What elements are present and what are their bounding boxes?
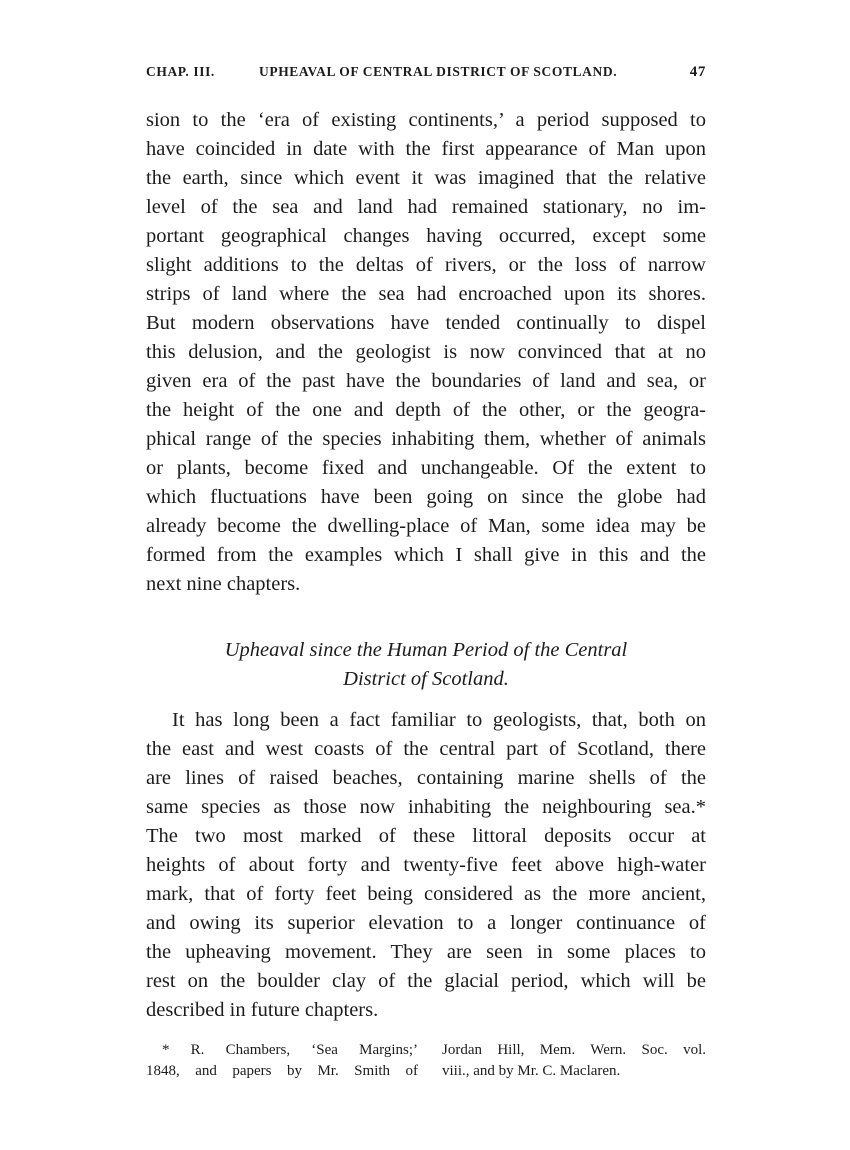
text-line: which fluctuations have been going on since the globe had — [146, 486, 706, 508]
footnote-line: Jordan Hill, Mem. Wern. Soc. vol. — [442, 1042, 706, 1058]
text-line: given era of the past have the boundaries of land and sea, or — [146, 370, 706, 392]
text-line: and owing its superior elevation to a longer continuance of — [146, 912, 706, 934]
text-line: or plants, become fixed and unchangeable. Of the extent to — [146, 457, 706, 479]
text-line: described in future chapters. — [146, 999, 379, 1021]
text-line: the east and west coasts of the central part of Scotland, there — [146, 738, 706, 760]
footnote-line: viii., and by Mr. C. Maclaren. — [442, 1063, 621, 1079]
text-line: have coincided in date with the first appearance of Man upon — [146, 138, 706, 160]
text-line: sion to the ‘era of existing continents,’ a period supposed to — [146, 109, 706, 131]
text-line: It has long been a fact familiar to geologists, that, both on — [172, 709, 706, 731]
chapter-label: CHAP. III. — [146, 64, 215, 79]
text-line: the height of the one and depth of the other, or the geogra- — [146, 399, 706, 421]
heading-line: Upheaval since the Human Period of the Central — [224, 639, 628, 661]
text-line: this delusion, and the geologist is now convinced that at no — [146, 341, 706, 363]
section-heading — [146, 636, 706, 694]
text-line: mark, that of forty feet being considered as the more ancient, — [146, 883, 706, 905]
text-line: level of the sea and land had remained stationary, no im- — [146, 196, 706, 218]
text-line: portant geographical changes having occurred, except some — [146, 225, 706, 247]
page-number: 47 — [689, 64, 706, 80]
text-line: strips of land where the sea had encroached upon its shores. — [146, 283, 706, 305]
text-line: the upheaving movement. They are seen in some places to — [146, 941, 706, 963]
text-line: are lines of raised beaches, containing marine shells of the — [146, 767, 706, 789]
text-line: slight additions to the deltas of rivers, or the loss of narrow — [146, 254, 706, 276]
text-line: formed from the examples which I shall give in this and the — [146, 544, 706, 566]
text-line: same species as those now inhabiting the neighbouring sea.* — [146, 796, 706, 818]
footnote-left-column — [146, 1040, 418, 1082]
text-line: already become the dwelling-place of Man, some idea may be — [146, 515, 706, 537]
text-line: But modern observations have tended continually to dispel — [146, 312, 706, 334]
paragraph-2 — [146, 706, 706, 1025]
heading-line: District of Scotland. — [343, 668, 509, 690]
text-line: heights of about forty and twenty-five feet above high-water — [146, 854, 706, 876]
text-line: The two most marked of these littoral deposits occur at — [146, 825, 706, 847]
text-line: next nine chapters. — [146, 573, 301, 595]
footnote-line: * R. Chambers, ‘Sea Margins;’ — [162, 1042, 418, 1058]
text-line: rest on the boulder clay of the glacial period, which will be — [146, 970, 706, 992]
text-line: the earth, since which event it was imagined that the relative — [146, 167, 706, 189]
paragraph-1 — [146, 106, 706, 599]
footnote-line: 1848, and papers by Mr. Smith of — [146, 1063, 418, 1079]
text-line: phical range of the species inhabiting them, whether of animals — [146, 428, 706, 450]
running-header — [146, 64, 706, 86]
running-title: UPHEAVAL OF CENTRAL DISTRICT OF SCOTLAND. — [259, 64, 618, 79]
footnote-right-column — [442, 1040, 706, 1082]
